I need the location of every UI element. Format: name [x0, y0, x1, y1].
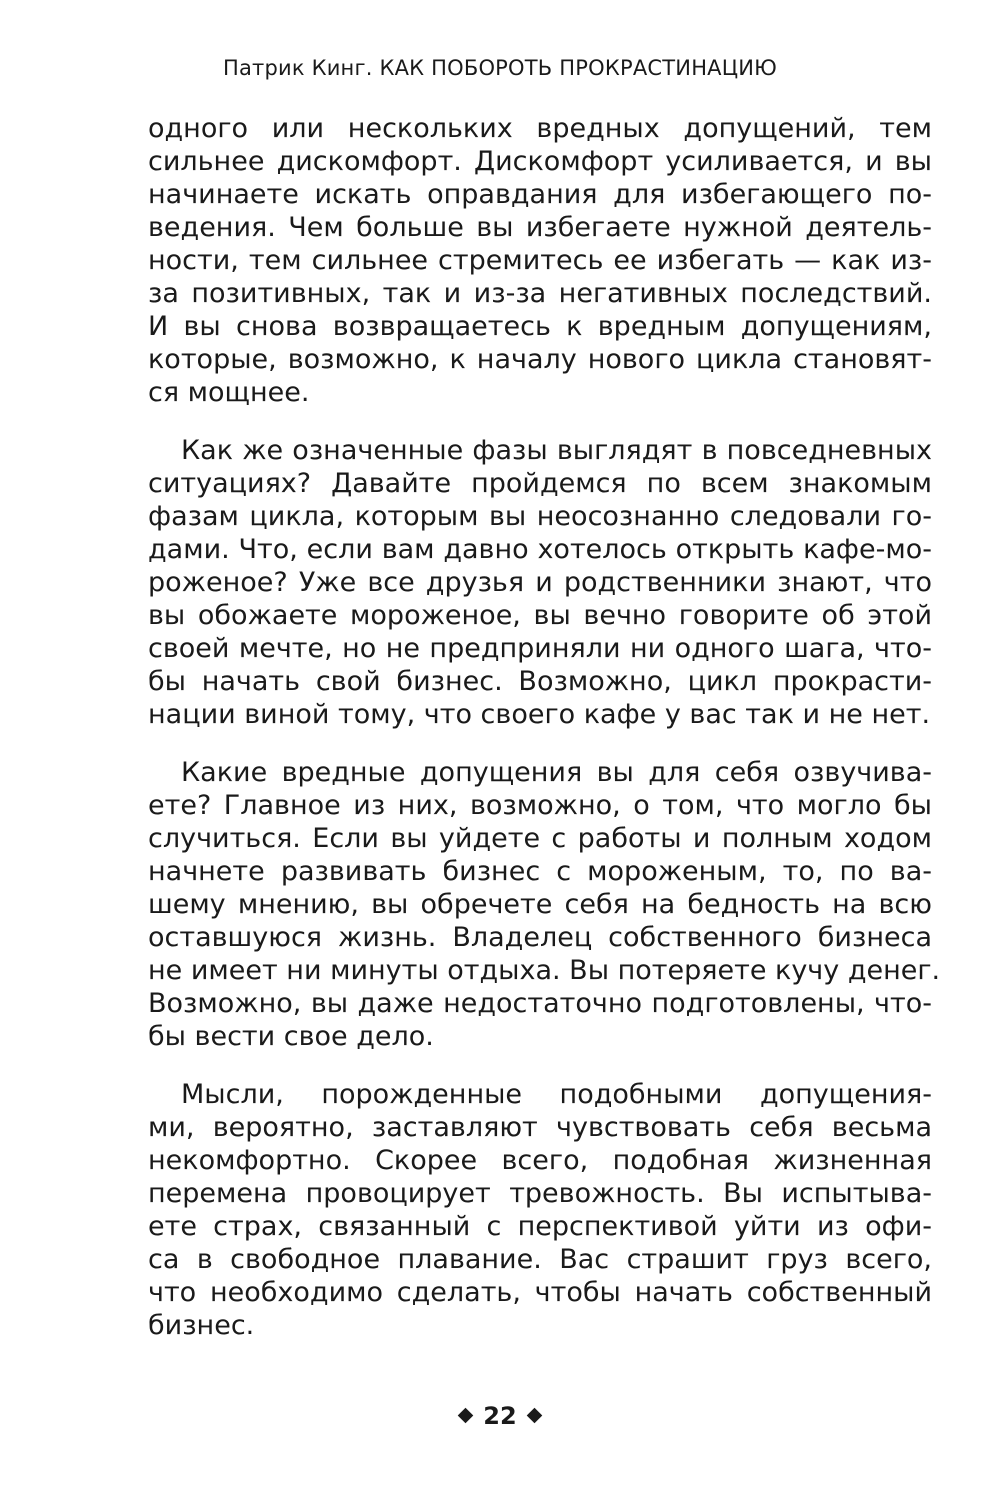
text-line: ми, вероятно, заставляют чувствовать себя весьма [148, 1112, 932, 1143]
text-line: сильнее дискомфорт. Дискомфорт усиливается, и вы [148, 146, 932, 177]
diamond-ornament-icon [526, 1407, 542, 1423]
text-line: одного или нескольких вредных допущений, тем [148, 113, 932, 144]
text-line: Возможно, вы даже недостаточно подготовлены, что- [148, 988, 932, 1019]
text-line: которые, возможно, к началу нового цикла становят- [148, 344, 932, 375]
running-header: Патрик Кинг. КАК ПОБОРОТЬ ПРОКРАСТИНАЦИЮ [222, 56, 778, 80]
text-line: случиться. Если вы уйдете с работы и полным ходом [148, 823, 932, 854]
page-body [148, 112, 941, 1367]
text-line: бы вести свое дело. [148, 1021, 434, 1052]
text-line: ете страх, связанный с перспективой уйти из офи- [148, 1211, 932, 1242]
diamond-ornament-icon [458, 1407, 474, 1423]
paragraph [148, 756, 941, 1053]
text-line: ситуациях? Давайте пройдемся по всем знакомым [148, 468, 932, 499]
text-line: роженое? Уже все друзья и родственники знают, что [148, 567, 932, 598]
text-line: начнете развивать бизнес с мороженым, то, по ва- [148, 856, 932, 887]
text-line: И вы снова возвращаетесь к вредным допущениям, [148, 311, 932, 342]
text-line: Какие вредные допущения вы для себя озвучива- [181, 757, 932, 788]
text-line: Как же означенные фазы выглядят в повседневных [181, 435, 932, 466]
text-line: дами. Что, если вам давно хотелось открыть кафе-мо- [148, 534, 932, 565]
text-line: ности, тем сильнее стремитесь ее избегать — как из- [148, 245, 932, 276]
paragraph [148, 434, 932, 731]
text-line: шему мнению, вы обречете себя на бедность на всю [148, 889, 932, 920]
paragraph [148, 112, 932, 409]
text-line: перемена провоцирует тревожность. Вы испытыва- [148, 1178, 932, 1209]
paragraph [148, 1078, 932, 1342]
text-line: что необходимо сделать, чтобы начать собственный [148, 1277, 932, 1308]
text-line: са в свободное плавание. Вас страшит груз всего, [148, 1244, 932, 1275]
page-number: 22 [483, 1402, 517, 1430]
page-footer [0, 1402, 1000, 1430]
text-line: своей мечте, но не предприняли ни одного шага, что- [148, 633, 932, 664]
text-line: ведения. Чем больше вы избегаете нужной деятель- [148, 212, 932, 243]
text-line: начинаете искать оправдания для избегающего по- [148, 179, 932, 210]
text-line: ся мощнее. [148, 377, 310, 408]
text-line: ете? Главное из них, возможно, о том, что могло бы [148, 790, 932, 821]
text-line: некомфортно. Скорее всего, подобная жизненная [148, 1145, 932, 1176]
text-line: фазам цикла, которым вы неосознанно следовали го- [148, 501, 932, 532]
text-line: не имеет ни минуты отдыха. Вы потеряете кучу денег. [148, 955, 941, 986]
text-line: за позитивных, так и из-за негативных последствий. [148, 278, 932, 309]
text-line: бы начать свой бизнес. Возможно, цикл прокрасти- [148, 666, 932, 697]
text-line: Мысли, порожденные подобными допущения- [181, 1079, 932, 1110]
text-line: вы обожаете мороженое, вы вечно говорите об этой [148, 600, 932, 631]
text-line: бизнес. [148, 1310, 255, 1341]
text-line: оставшуюся жизнь. Владелец собственного бизнеса [148, 922, 932, 953]
text-line: нации виной тому, что своего кафе у вас так и не нет. [148, 699, 931, 730]
